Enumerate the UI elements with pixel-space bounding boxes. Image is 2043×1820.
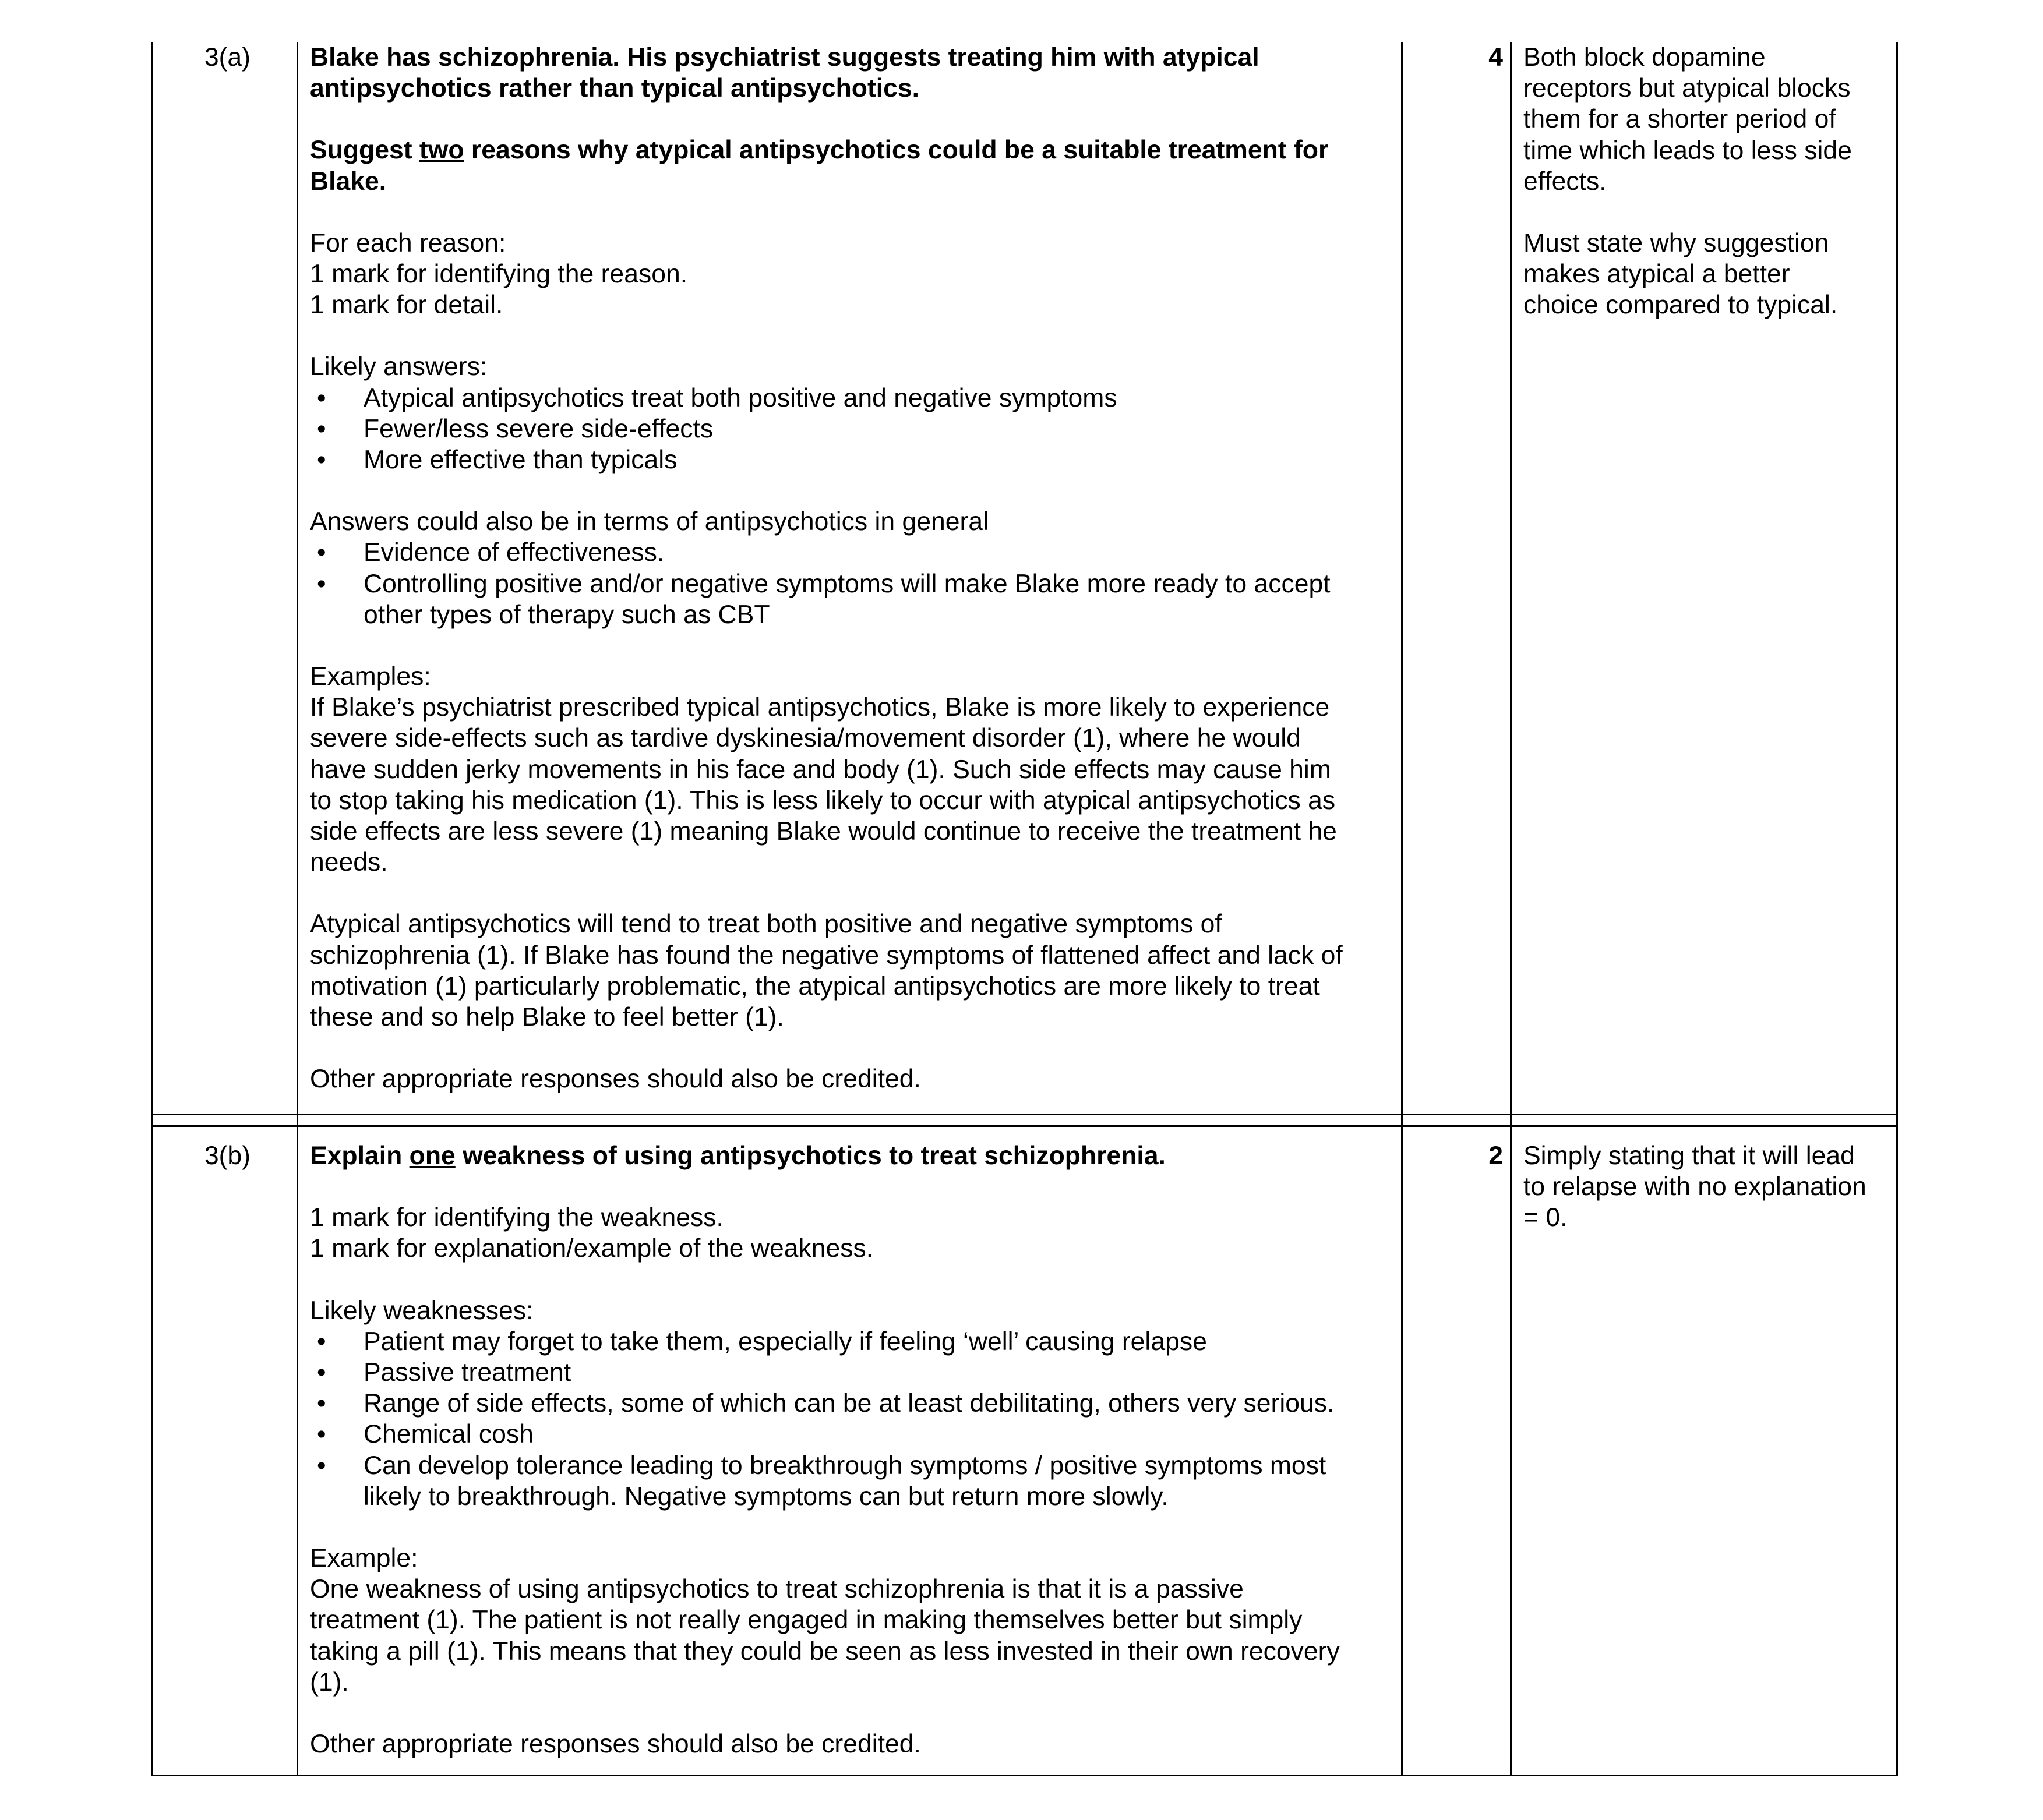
list-item: • Chemical cosh xyxy=(310,1419,1393,1450)
list-item: • More effective than typicals xyxy=(310,444,1393,475)
bullet-icon: • xyxy=(317,569,326,598)
column-divider xyxy=(1401,42,1403,1776)
question-instruction: Suggest two reasons why atypical antipsychotics could be a suitable treatment for Blake. xyxy=(310,136,1329,196)
example-answer: If Blake’s psychiatrist prescribed typical antipsychotics, Blake is more likely to experience severe side-effects such as tardive dyskinesia/movement disorder (1), where he would have sudden jerky movements in his face and body (1). Such side effects may cause him to stop taking his medication (1). This is less likely to occur with atypical antipsychotics as side effects are less severe (1) meaning Blake would continue to receive the treatment he needs. xyxy=(310,693,1337,877)
table-border-left xyxy=(151,42,153,1776)
bullet-icon: • xyxy=(317,1451,326,1480)
likely-weaknesses-heading: Likely weaknesses: xyxy=(310,1296,534,1325)
guidance-content xyxy=(1523,1140,1896,1234)
likely-answers-list xyxy=(310,383,1393,476)
general-answers-heading: Answers could also be in terms of antipsychotics in general xyxy=(310,507,989,536)
bullet-icon: • xyxy=(317,446,326,475)
general-answers-list xyxy=(310,537,1393,630)
question-content xyxy=(310,1140,1393,1759)
guidance-note: Must state why suggestion makes atypical a better choice compared to typical. xyxy=(1523,229,1838,320)
bullet-icon: • xyxy=(317,1327,326,1356)
list-item: • Passive treatment xyxy=(310,1357,1393,1388)
bullet-icon: • xyxy=(317,538,326,567)
examples-heading: Examples: xyxy=(310,662,431,691)
marking-scheme: 1 mark for identifying the weakness. 1 mark for explanation/example of the weakness. xyxy=(310,1203,874,1263)
question-number: 3(b) xyxy=(204,1142,250,1170)
question-stem: Explain one weakness of using antipsychotics to treat schizophrenia. xyxy=(310,1142,1166,1170)
other-responses-note: Other appropriate responses should also be credited. xyxy=(310,1730,921,1759)
example-answer: Atypical antipsychotics will tend to treat both positive and negative symptoms of schizophrenia (1). If Blake has found the negative symptoms of flattened affect and lack of motivation (1) particularly problematic, the atypical antipsychotics are more likely to treat these and so help Blake to feel better (1). xyxy=(310,910,1343,1032)
question-stem: Blake has schizophrenia. His psychiatrist suggests treating him with atypical antipsychotics rather than typical antipsychotics. xyxy=(310,43,1259,103)
list-item: • Atypical antipsychotics treat both positive and negative symptoms xyxy=(310,383,1393,414)
marks-value: 4 xyxy=(1488,43,1503,72)
likely-weaknesses-list xyxy=(310,1326,1393,1512)
bullet-icon: • xyxy=(317,383,326,412)
marks-value: 2 xyxy=(1488,1142,1503,1170)
guidance-note: Both block dopamine receptors but atypical blocks them for a shorter period of time which leads to less side effects. xyxy=(1523,43,1852,196)
list-item: • Can develop tolerance leading to breakthrough symptoms / positive symptoms most likely to breakthrough. Negative symptoms can but return more slowly. xyxy=(317,1451,1326,1511)
table-border-right xyxy=(1896,42,1898,1776)
row-separator xyxy=(151,1125,1898,1127)
question-content xyxy=(310,42,1393,1094)
list-item: • Controlling positive and/or negative symptoms will make Blake more ready to accept other types of therapy such as CBT xyxy=(317,569,1331,629)
guidance-content xyxy=(1523,42,1896,321)
table-border-bottom xyxy=(151,1775,1898,1776)
guidance-note: Simply stating that it will lead to relapse with no explanation = 0. xyxy=(1523,1142,1866,1232)
bullet-icon: • xyxy=(317,1358,326,1387)
question-number: 3(a) xyxy=(204,43,250,72)
column-divider xyxy=(1510,42,1512,1776)
list-item: • Range of side effects, some of which can be at least debilitating, others very serious. xyxy=(310,1388,1393,1419)
example-answer: One weakness of using antipsychotics to treat schizophrenia is that it is a passive treatment (1). The patient is not really engaged in making themselves better but simply taking a pill (1). This means that they could be seen as less invested in their own recovery (1). xyxy=(310,1575,1340,1697)
likely-answers-heading: Likely answers: xyxy=(310,352,488,381)
row-separator xyxy=(151,1114,1898,1115)
example-heading: Example: xyxy=(310,1544,418,1573)
bullet-icon: • xyxy=(317,1389,326,1418)
bullet-icon: • xyxy=(317,414,326,443)
mark-scheme-table xyxy=(151,42,1898,1776)
list-item: • Patient may forget to take them, especially if feeling ‘well’ causing relapse xyxy=(310,1326,1393,1357)
column-divider xyxy=(297,42,298,1776)
marking-scheme: For each reason: 1 mark for identifying the reason. 1 mark for detail. xyxy=(310,228,688,320)
bullet-icon: • xyxy=(317,1420,326,1449)
list-item: • Fewer/less severe side-effects xyxy=(310,414,1393,444)
list-item: • Evidence of effectiveness. xyxy=(310,537,1393,568)
other-responses-note: Other appropriate responses should also be credited. xyxy=(310,1065,921,1094)
